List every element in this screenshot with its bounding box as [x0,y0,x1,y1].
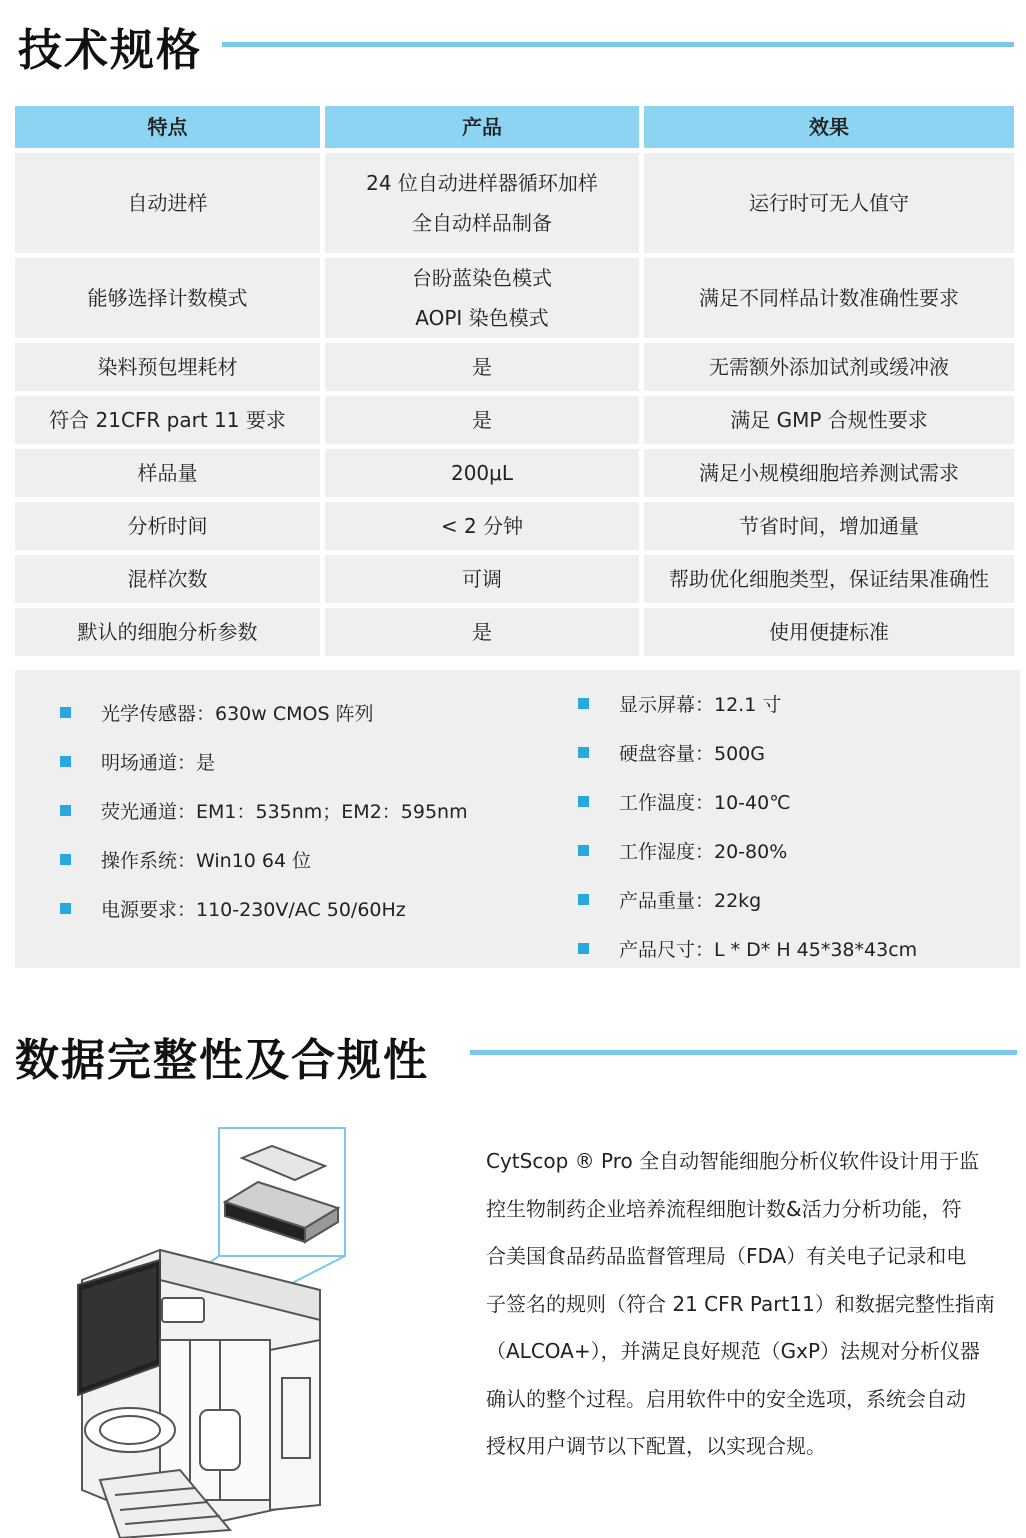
params-left-list [60,688,468,933]
product-cell [325,449,639,497]
table-row [15,502,1014,550]
param-item [578,679,917,728]
header-feature: 特点 [15,106,320,148]
param-text: 操作系统：Win10 64 位 [101,850,312,872]
product-line: 是 [472,408,492,432]
param-text: 显示屏幕：12.1 寸 [619,694,782,716]
table-row [15,258,1014,338]
table-row [15,343,1014,391]
param-text: 明场通道：是 [101,752,216,774]
paragraph-line: 授权用户调节以下配置，以实现合规。 [486,1434,826,1458]
effect-cell: 满足小规模细胞培养测试需求 [644,449,1014,497]
product-cell [325,258,639,338]
table-row [15,608,1014,656]
square-bullet-icon [578,845,589,856]
effect-cell: 帮助优化细胞类型，保证结果准确性 [644,555,1014,603]
feature-cell: 能够选择计数模式 [15,258,320,338]
paragraph-line: 控生物制药企业培养流程细胞计数&活力分析功能，符 [486,1196,962,1221]
product-line: 24 位自动进样器循环加样 [366,171,598,195]
product-line: < 2 分钟 [440,514,524,538]
param-text: 工作湿度：20-80% [619,841,788,863]
param-item [578,777,917,826]
table-row [15,449,1014,497]
compliance-paragraph [486,1138,1016,1471]
product-line: 是 [472,620,492,644]
product-cell [325,555,639,603]
paragraph-line: 子签名的规则（符合 21 CFR Part11）和数据完整性指南 [486,1291,995,1316]
effect-cell: 节省时间，增加通量 [644,502,1014,550]
square-bullet-icon [60,854,71,865]
param-item [60,786,468,835]
product-cell [325,396,639,444]
param-item [578,728,917,777]
spec-title-divider [222,42,1014,47]
param-item [60,884,468,933]
square-bullet-icon [60,903,71,914]
param-item [578,924,917,973]
spec-table-header [15,106,1014,148]
param-text: 工作温度：10-40℃ [619,792,791,814]
product-cell [325,153,639,253]
params-panel [15,670,1020,968]
product-line: 台盼蓝染色模式 [412,266,552,290]
product-line: 是 [472,355,492,379]
square-bullet-icon [60,707,71,718]
feature-cell: 自动进样 [15,153,320,253]
feature-cell: 混样次数 [15,555,320,603]
product-cell [325,343,639,391]
param-item [60,737,468,786]
params-right-list [578,679,917,973]
effect-cell: 使用便捷标准 [644,608,1014,656]
product-cell [325,608,639,656]
table-row [15,396,1014,444]
compliance-title-divider [470,1050,1017,1055]
product-line: 全自动样品制备 [412,211,552,235]
effect-cell: 无需额外添加试剂或缓冲液 [644,343,1014,391]
param-text: 荧光通道：EM1：535nm；EM2：595nm [101,801,468,823]
spec-section-title: 技术规格 [18,25,202,76]
param-item [60,835,468,884]
product-line: 200μL [450,461,514,485]
param-text: 产品重量：22kg [619,890,762,912]
paragraph-line: 合美国食品药品监督管理局（FDA）有关电子记录和电 [486,1244,967,1268]
square-bullet-icon [60,805,71,816]
feature-cell: 染料预包埋耗材 [15,343,320,391]
square-bullet-icon [578,894,589,905]
square-bullet-icon [578,698,589,709]
effect-cell: 满足 GMP 合规性要求 [644,396,1014,444]
square-bullet-icon [578,796,589,807]
param-text: 电源要求：110-230V/AC 50/60Hz [101,899,406,921]
product-line: AOPI 染色模式 [415,306,549,330]
header-product: 产品 [325,106,639,148]
table-row [15,555,1014,603]
instrument-illustration [20,1110,460,1538]
paragraph-line: CytScop ® Pro 全自动智能细胞分析仪软件设计用于监 [486,1149,980,1173]
feature-cell: 样品量 [15,449,320,497]
feature-cell: 默认的细胞分析参数 [15,608,320,656]
effect-cell: 满足不同样品计数准确性要求 [644,258,1014,338]
spec-table [15,106,1014,661]
param-item [60,688,468,737]
param-item [578,875,917,924]
header-effect: 效果 [644,106,1014,148]
product-cell [325,502,639,550]
effect-cell: 运行时可无人值守 [644,153,1014,253]
feature-cell: 符合 21CFR part 11 要求 [15,396,320,444]
paragraph-line: （ALCOA+），并满足良好规范（GxP）法规对分析仪器 [486,1339,981,1363]
param-item [578,826,917,875]
param-text: 硬盘容量：500G [619,743,765,765]
paragraph-line: 确认的整个过程。启用软件中的安全选项，系统会自动 [486,1386,966,1411]
feature-cell: 分析时间 [15,502,320,550]
square-bullet-icon [60,756,71,767]
param-text: 光学传感器：630w CMOS 阵列 [101,703,374,725]
square-bullet-icon [578,747,589,758]
table-row [15,153,1014,253]
square-bullet-icon [578,943,589,954]
compliance-section-title: 数据完整性及合规性 [15,1035,429,1086]
product-line: 可调 [462,567,502,591]
param-text: 产品尺寸：L * D* H 45*38*43cm [619,939,918,961]
